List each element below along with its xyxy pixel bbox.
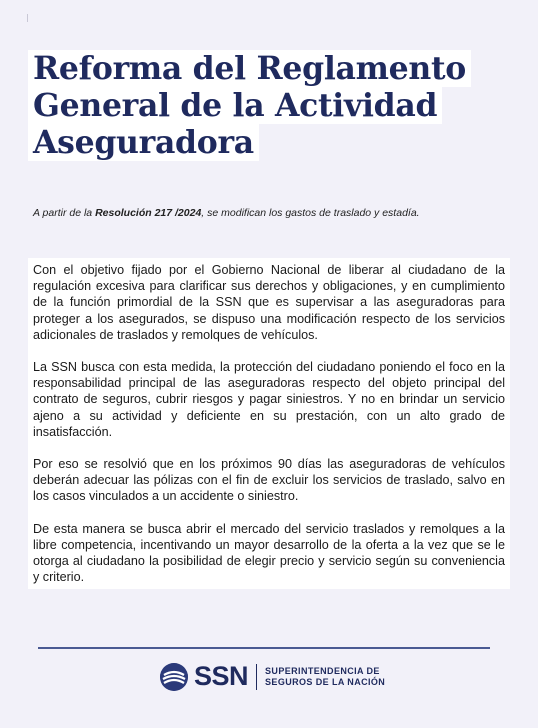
title-line-1: Reforma del Reglamento [28,50,471,87]
title-line-3: Aseguradora [28,124,259,161]
paragraph-4: De esta manera se busca abrir el mercado del servicio traslados y remolques a la libre competencia, incentivando un mayor desarrollo de la oferta a la vez que se le otorga al ciudadano la posibilidad de elegir precio y servicio según su conveniencia y criterio. [33,521,505,585]
logo-divider [256,664,257,690]
subtitle-suffix: , se modifican los gastos de traslado y estadía. [201,207,420,219]
subtitle [33,205,513,221]
organization-line-2: SEGUROS DE LA NACIÓN [265,676,386,687]
footer-logo [160,661,385,692]
title-line-2: General de la Actividad [28,87,442,124]
footer-divider [38,647,490,649]
body-text [28,258,510,589]
paragraph-2: La SSN busca con esta medida, la protección del ciudadano poniendo el foco en la responsabilidad principal de las aseguradoras respecto del objeto principal del contrato de seguros, cubrir riesgos y pagar siniestros. Y no en brindar un servicio ajeno a su actividad y deficiente en su prestación, con un alto grado de insatisfacción. [33,360,505,439]
organization-line-1: SUPERINTENDENCIA DE [265,665,380,676]
paragraph-1: Con el objetivo fijado por el Gobierno Nacional de liberar al ciudadano de la regulación excesiva para clarificar sus derechos y obligaciones, y en cumplimiento de la función primordial de la SSN que es supervisar a las aseguradoras para proteger a los asegurados, se dispuso una modificación respecto de los servicios adicionales de traslados y remolques de vehículos. [33,263,505,342]
logo-wordmark: SSN [194,661,249,691]
paragraph-3: Por eso se resolvió que en los próximos 90 días las aseguradoras de vehículos deberán adecuar las pólizas con el fin de excluir los servicios de traslado, salvo en los casos vinculados a un accidente o siniestro. [33,457,505,504]
corner-mark [27,14,28,22]
subtitle-prefix: A partir de la [33,207,96,219]
organization-name [265,666,385,688]
resolution-reference: Resolución 217 /2024 [95,207,202,219]
ssn-logo-icon [160,663,188,691]
page-title [28,50,466,161]
